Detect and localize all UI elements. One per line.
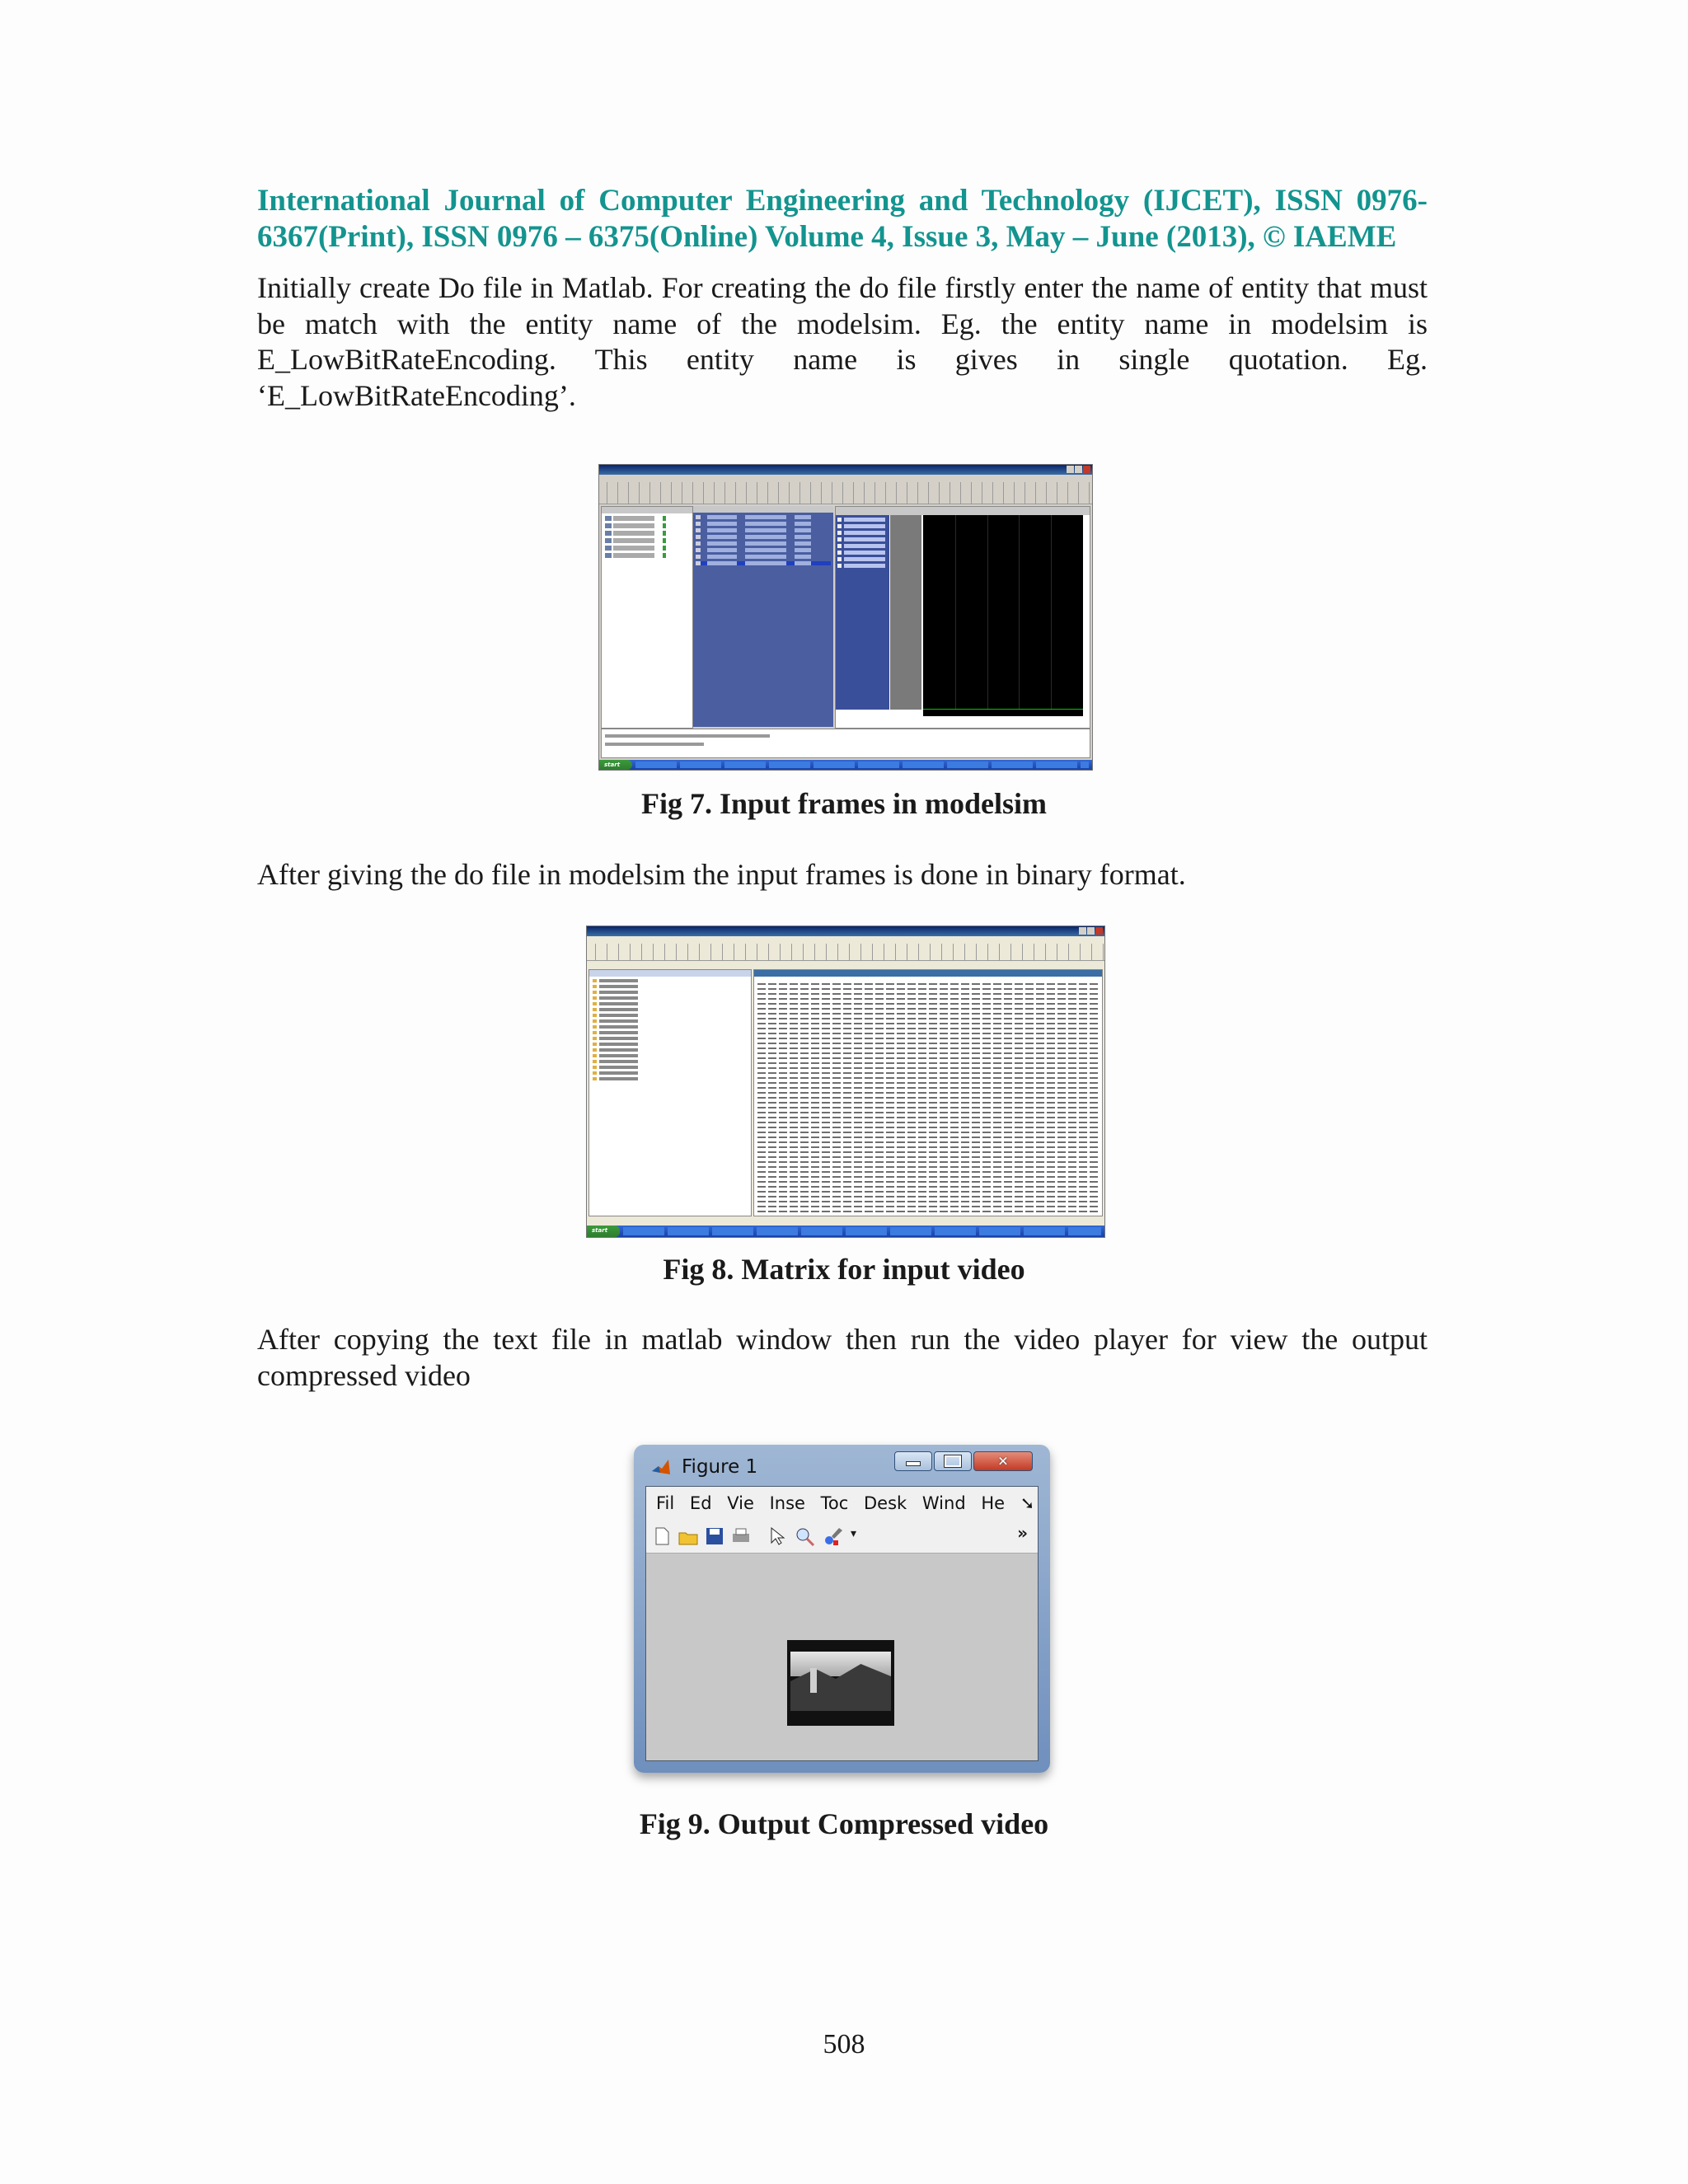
fig7-caption: Fig 7. Input frames in modelsim <box>640 787 1047 820</box>
figure-title-bar <box>645 1451 1033 1484</box>
figure-client-area <box>645 1486 1039 1761</box>
pointer-icon[interactable] <box>765 1526 786 1546</box>
close-icon: ✕ <box>997 1453 1009 1469</box>
workspace-pane <box>601 506 693 729</box>
transcript-pane <box>601 729 1090 758</box>
open-file-icon[interactable] <box>678 1526 699 1546</box>
journal-header <box>257 183 1428 255</box>
fig8-caption: Fig 8. Matrix for input video <box>663 1253 1025 1286</box>
menu-insert[interactable]: Inse <box>769 1493 805 1513</box>
matlab-logo-icon <box>650 1458 672 1476</box>
page-number: 508 <box>823 2029 865 2060</box>
figure-menu-bar <box>646 1487 1038 1520</box>
journal-header-line1: International Journal of Computer Engineering and Technology (IJCET), ISSN 0976- <box>257 184 1428 218</box>
menu-help[interactable]: He <box>981 1493 1006 1513</box>
figure-toolbar <box>646 1520 1038 1554</box>
waveform-display <box>923 515 1083 710</box>
objects-pane <box>693 506 833 727</box>
windows-taskbar <box>599 760 1092 770</box>
matrix-values <box>757 980 1099 1212</box>
maximize-icon <box>1087 927 1095 935</box>
paragraph-do-file: Initially create Do file in Matlab. For creating the do file firstly enter the name of entity that must be match with the entity name of the modelsim. Eg. the entity name in modelsim is E_LowBitRateEncoding. This entity name is gives in single quotation. Eg. ‘E_LowBitRateEncoding’. <box>257 271 1428 412</box>
zoom-in-icon[interactable] <box>795 1526 816 1546</box>
command-window <box>753 969 1103 1216</box>
menu-overflow-icon[interactable]: ➘ <box>1020 1493 1035 1513</box>
maximize-icon <box>1075 466 1082 473</box>
dropdown-arrow-icon[interactable]: ▾ <box>851 1528 857 1540</box>
figure-canvas <box>646 1554 1038 1760</box>
close-icon <box>1083 466 1090 473</box>
menu-file[interactable]: Fil <box>656 1493 675 1513</box>
wave-pane <box>835 506 1090 729</box>
matlab-matrix-screenshot <box>586 926 1105 1238</box>
figure-title: Figure 1 <box>682 1456 758 1478</box>
matlab-menu-bar <box>587 936 1104 944</box>
close-icon <box>1095 927 1103 935</box>
wave-signal-names <box>836 515 889 710</box>
modelsim-screenshot <box>598 464 1093 771</box>
wave-signal-values <box>890 515 921 710</box>
print-icon[interactable] <box>730 1526 752 1546</box>
windows-taskbar <box>587 1226 1104 1237</box>
start-button: start <box>587 1226 620 1237</box>
matlab-toolbar <box>587 944 1104 961</box>
minimize-icon <box>1067 466 1074 473</box>
maximize-button[interactable] <box>934 1451 972 1471</box>
new-figure-icon[interactable] <box>651 1526 673 1546</box>
journal-header-line2: 6367(Print), ISSN 0976 – 6375(Online) Volume 4, Issue 3, May – June (2013), © IAEME <box>257 220 1397 254</box>
matlab-figure-window <box>634 1445 1050 1773</box>
toolbar-overflow-icon[interactable]: » <box>1017 1523 1028 1543</box>
fig9-caption: Fig 9. Output Compressed video <box>639 1807 1049 1840</box>
minimize-icon <box>1079 927 1086 935</box>
modelsim-title-bar <box>599 465 1092 475</box>
start-button: start <box>599 760 632 770</box>
matlab-title-bar <box>587 926 1104 936</box>
brush-icon[interactable] <box>823 1526 844 1546</box>
maximize-icon <box>945 1455 961 1467</box>
menu-window[interactable]: Wind <box>921 1493 966 1513</box>
modelsim-toolbar <box>599 482 1092 504</box>
menu-view[interactable]: Vie <box>727 1493 754 1513</box>
menu-tools[interactable]: Toc <box>820 1493 849 1513</box>
menu-edit[interactable]: Ed <box>689 1493 712 1513</box>
paragraph-binary-format: After giving the do file in modelsim the input frames is done in binary format. <box>257 858 1186 891</box>
paragraph-video-player: After copying the text file in matlab window then run the video player for view the output compressed video <box>257 1323 1428 1392</box>
modelsim-menu-bar <box>599 475 1092 482</box>
close-button[interactable] <box>973 1451 1033 1471</box>
waveform-cursor-bar <box>923 709 1083 716</box>
current-directory-pane <box>588 969 752 1216</box>
compressed-video-frame <box>787 1640 894 1726</box>
save-icon[interactable] <box>704 1526 725 1546</box>
minimize-icon <box>906 1461 921 1466</box>
minimize-button[interactable] <box>894 1451 932 1471</box>
menu-desktop[interactable]: Desk <box>863 1493 907 1513</box>
